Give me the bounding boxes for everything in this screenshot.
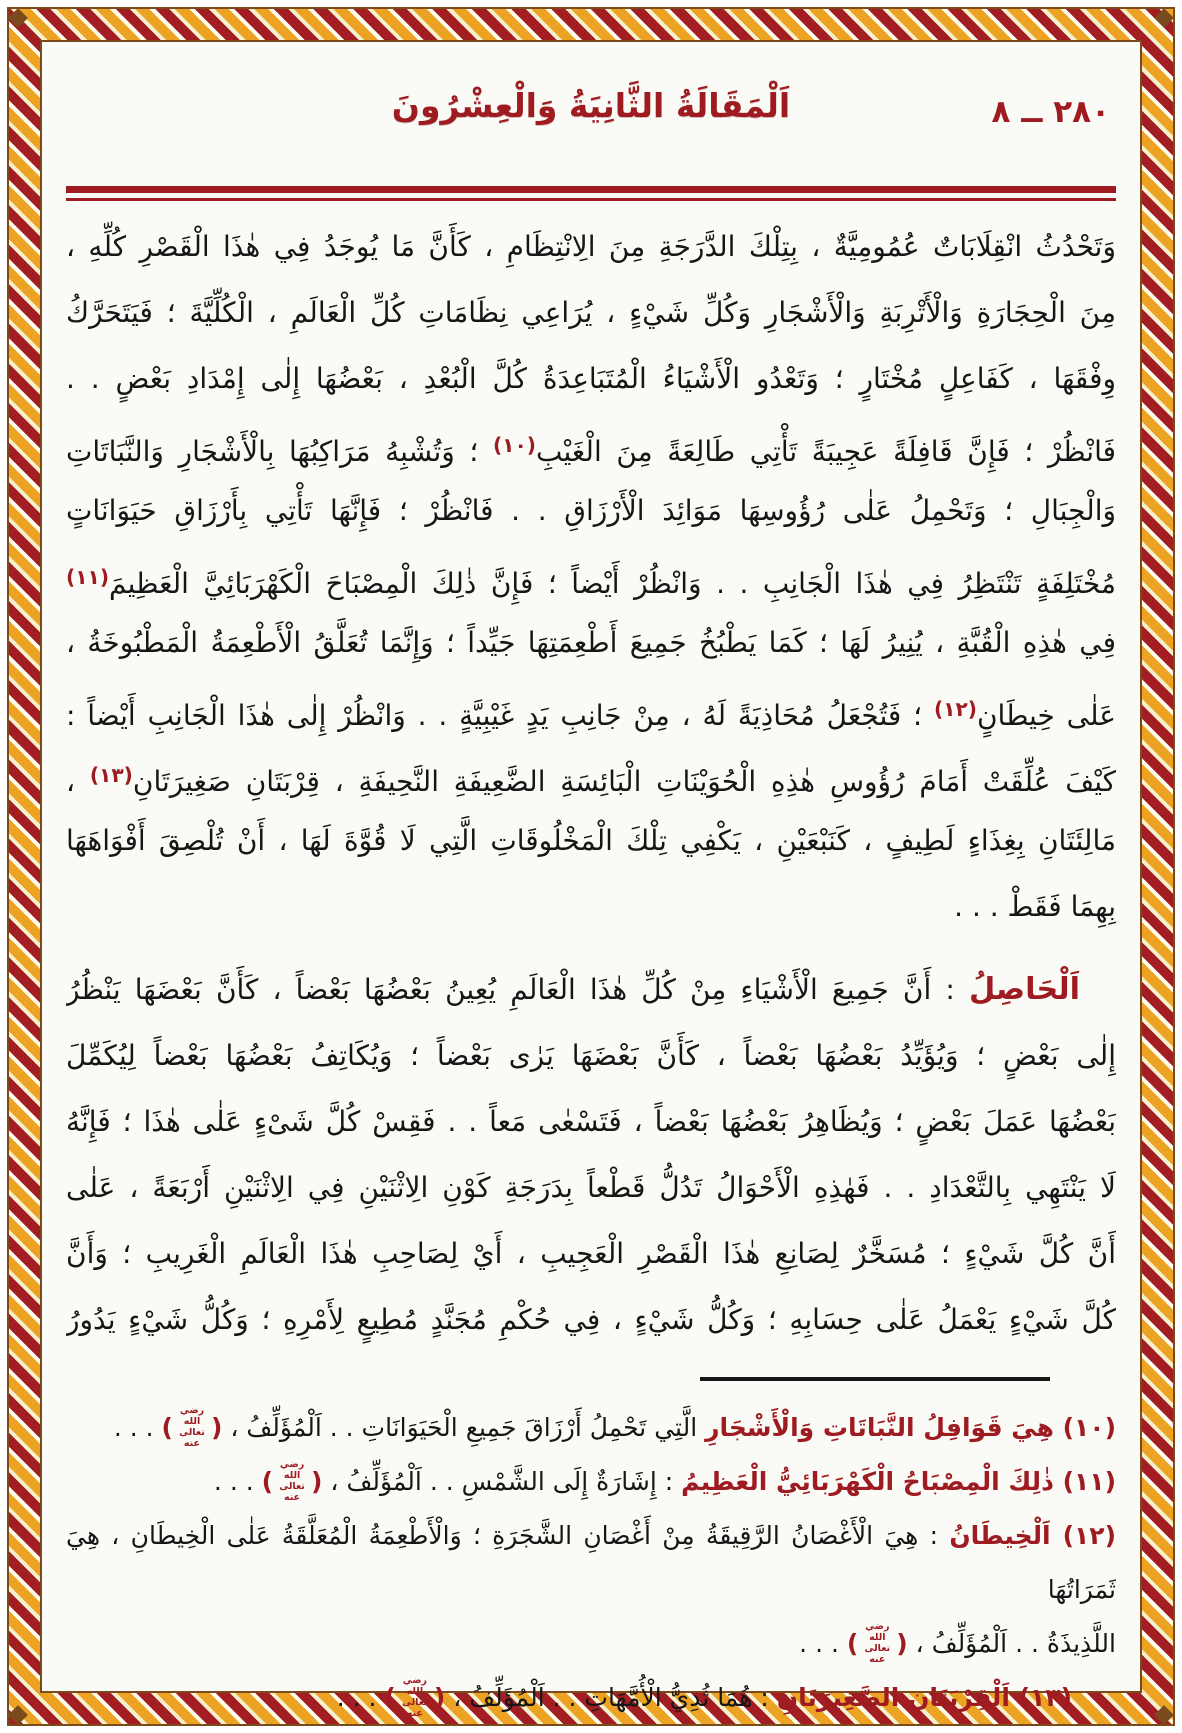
text-line	[66, 412, 1116, 478]
text-segment: مُخْتَلِفَةٍ تَنْتَظِرُ فِي هٰذَا الْجَانِبِ . . وَانْظُرْ أَيْضاً ؛ فَإِنَّ ذٰلِكَ الْمِصْبَاحَ الْكَهْرَبَائِيَّ الْعَظِيمَ	[109, 567, 1116, 600]
text-segment: (	[896, 1629, 908, 1658]
paragraph	[66, 214, 1116, 940]
text-segment: : إِشَارَةٌ إِلَى الشَّمْسِ . . اَلْمُؤَلِّفُ ،	[322, 1467, 682, 1496]
text-segment: : هُمَا ثُدِيُّ الْأُمَّهَاتِ . . اَلْمُؤَلِّفُ ،	[445, 1683, 777, 1712]
footnote-ref: (١٢)	[933, 697, 977, 721]
text-segment: (١١) ذٰلِكَ الْمِصْبَاحُ الْكَهْرَبَائِيُّ الْعَظِيمُ	[681, 1467, 1116, 1496]
page-number: ٢٨٠ ــ ٨	[991, 94, 1110, 130]
text-line: بِهِمَا فَقَطْ . . .	[954, 890, 1116, 923]
corner-finial	[1154, 1705, 1174, 1725]
page-header	[66, 72, 1116, 160]
text-segment: ؛ وَتُشْبِهُ مَرَاكِبُهَا بِالْأَشْجَارِ وَالنَّبَاتَاتِ	[66, 435, 493, 468]
footnote-12-line-1	[66, 1509, 1116, 1617]
corner-finial	[8, 8, 28, 28]
text-segment: (	[210, 1413, 223, 1442]
text-segment: (١٢) اَلْخِيطَانُ	[949, 1521, 1116, 1550]
text-segment: )	[384, 1683, 396, 1712]
text-line: مَالِئَتَانِ بِغِذَاءٍ لَطِيفٍ ، كَنَبْعَيْنِ ، يَكْفِي تِلْكَ الْمَخْلُوقَاتِ الَّتِي لَا قُوَّةَ لَهَا ، أَنْ تُلْصِقَ أَفْوَاهَهَا	[66, 824, 1116, 857]
header-rule-thin	[66, 198, 1116, 201]
text-line: إِلٰى بَعْضٍ ؛ وَيُؤَيِّدُ بَعْضُهَا بَعْضاً ، كَأَنَّ بَعْضَهَا يَرٰى بَعْضاً ؛ وَيُكَاتِفُ بَعْضُهَا بَعْضاً لِيُكَمِّلَ	[66, 1039, 1116, 1072]
paragraph-alhasil	[66, 957, 1116, 1353]
text-segment: : أَنَّ جَمِيعَ الْأَشْيَاءِ مِنْ كُلِّ هٰذَا الْعَالَمِ يُعِينُ بَعْضُهَا بَعْضاً ، كَأَنَّ بَعْضَهَا يَنْظُرُ	[66, 973, 969, 1006]
footnote-12-line-2	[66, 1617, 1116, 1671]
text-segment: . . .	[799, 1629, 847, 1658]
footnote-ref: (١٠)	[492, 433, 536, 457]
corner-finial	[1154, 8, 1174, 28]
text-line: كُلَّ شَيْءٍ يَعْمَلُ عَلٰى حِسَابِهِ ؛ وَكُلُّ شَيْءٍ ، فِي حُكْمِ مُجَنَّدٍ مُطِيعٍ لِأَمْرِهِ ؛ وَكُلُّ شَيْءٍ يَدُورُ	[66, 1303, 1116, 1336]
text-segment: كَيْفَ عُلِّقَتْ أَمَامَ رُؤُوسِ هٰذِهِ الْحُوَيْنَاتِ الْبَائِسَةِ الضَّعِيفَةِ النَّحِيفَةِ ، قِرْبَتَانِ صَغِيرَتَانِ	[132, 765, 1116, 798]
text-line: وِفْقَهَا ، كَفَاعِلٍ مُخْتَارٍ ؛ وَتَعْدُو الْأَشْيَاءُ الْمُتَبَاعِدَةُ كُلَّ الْبُعْدِ ، بَعْضُهَا إِلٰى إِمْدَادِ بَعْضٍ . .	[66, 362, 1116, 395]
footnote-separator	[700, 1377, 1050, 1381]
corner-finial	[8, 1705, 28, 1725]
text-line	[66, 957, 1116, 1023]
text-segment: (١٣) اَلْقِرْبَتَانِ الصَّغِيرَتَانِ	[776, 1683, 1072, 1712]
footnotes	[66, 1401, 1116, 1725]
text-segment: . . .	[113, 1413, 162, 1442]
text-segment: اَلْحَاصِلُ	[968, 972, 1080, 1007]
text-line	[66, 544, 1116, 610]
footnote-13	[66, 1671, 1116, 1725]
text-segment: ،	[66, 765, 90, 798]
author-seal: رضي الله تعالى عنه	[864, 1621, 891, 1665]
text-line: فِي هٰذِهِ الْقُبَّةِ ، يُنِيرُ لَهَا ؛ كَمَا يَطْبُخُ جَمِيعَ أَطْعِمَتِهَا جَيِّداً ؛ وَإِنَّمَا تُعَلَّقُ الْأَطْعِمَةُ الْمَطْبُوخَةُ ،	[66, 626, 1116, 659]
text-segment: )	[161, 1413, 173, 1442]
text-line	[66, 742, 1116, 808]
text-segment: فَانْظُرْ ؛ فَإِنَّ قَافِلَةً عَجِيبَةً تَأْتِي طَالِعَةً مِنَ الْغَيْبِ	[535, 435, 1116, 468]
text-segment: (	[433, 1683, 446, 1712]
footnote-10	[66, 1401, 1116, 1455]
footnote-11	[66, 1455, 1116, 1509]
text-segment: ؛ فَتُجْعَلُ مُحَاذِيَةً لَهُ ، مِنْ جَانِبِ يَدٍ غَيْبِيَّةٍ . . وَانْظُرْ إِلٰى هٰذَا الْجَانِبِ أَيْضاً :	[66, 699, 934, 732]
author-seal: رضي الله تعالى عنه	[402, 1675, 428, 1719]
text-line: لَا يَنْتَهِي بِالتَّعْدَادِ . . فَهٰذِهِ الْأَحْوَالُ تَدُلُّ قَطْعاً بِدَرَجَةِ كَوْنِ الِاثْنَيْنِ فِي الِاثْنَيْنِ أَرْبَعَةً ، عَلٰى	[66, 1171, 1116, 1204]
text-segment: )	[846, 1629, 859, 1658]
body-text	[66, 214, 1116, 1353]
text-line: أَنَّ كُلَّ شَيْءٍ ؛ مُسَخَّرٌ لِصَانِعِ هٰذَا الْقَصْرِ الْعَجِيبِ ، أَيْ لِصَاحِبِ هٰذَا الْعَالَمِ الْغَرِيبِ ؛ وَأَنَّ	[66, 1237, 1116, 1270]
text-line: وَتَحْدُثُ انْقِلَابَاتٌ عُمُومِيَّةٌ ، بِتِلْكَ الدَّرَجَةِ مِنَ الِانْتِظَامِ ، كَأَنَّ مَا يُوجَدُ فِي هٰذَا الْقَصْرِ كُلِّهِ ،	[66, 230, 1116, 263]
text-line: مِنَ الْحِجَارَةِ وَالْأَتْرِبَةِ وَالْأَشْجَارِ وَكُلِّ شَيْءٍ ، يُرَاعِي نِظَامَاتِ كُلِّ الْعَالَمِ ، الْكُلِّيَّةَ ؛ فَيَتَحَرَّكُ	[66, 296, 1116, 329]
text-segment: . . .	[336, 1683, 385, 1712]
text-line: وَالْجِبَالِ ؛ وَتَحْمِلُ عَلٰى رُؤُوسِهَا مَوَائِدَ الْأَرْزَاقِ . . فَانْظُرْ ؛ فَإِنَّهَا تَأْتِي بِأَرْزَاقِ حَيَوَانَاتٍ	[66, 494, 1116, 527]
footnote-ref: (١١)	[66, 565, 110, 589]
author-seal: رضي الله تعالى عنه	[179, 1405, 205, 1449]
footnote-ref: (١٣)	[89, 763, 133, 787]
text-segment: (	[311, 1467, 323, 1496]
text-line: بَعْضُهَا عَمَلَ بَعْضٍ ؛ وَيُظَاهِرُ بَعْضُهَا بَعْضاً ، فَتَسْعٰى مَعاً . . فَقِسْ كُلَّ شَىْءٍ عَلٰى هٰذَا ؛ فَإِنَّهُ	[66, 1105, 1116, 1138]
text-segment: اللَّذِيذَةُ . . اَلْمُؤَلِّفُ ،	[907, 1629, 1116, 1658]
author-seal: رضي الله تعالى عنه	[279, 1459, 305, 1503]
text-segment: (١٠) هِيَ قَوَافِلُ النَّبَاتَاتِ وَالْأَشْجَارِ	[705, 1413, 1116, 1442]
text-segment: : هِيَ الْأَغْصَانُ الرَّقِيقَةُ مِنْ أَغْصَانِ الشَّجَرَةِ ؛ وَالْأَطْعِمَةُ الْمُعَلَّقَةُ عَلٰى الْخِيطَانِ ، هِيَ ثَمَرَاتُهَا	[66, 1521, 1116, 1604]
header-rule	[66, 186, 1116, 201]
section-title: اَلْمَقَالَةُ الثَّانِيَةُ وَالْعِشْرُونَ	[391, 86, 791, 125]
text-segment: الَّتِي تَحْمِلُ أَرْزَاقَ جَمِيعِ الْحَيَوَانَاتِ . . اَلْمُؤَلِّفُ ،	[222, 1413, 706, 1442]
text-segment: عَلٰى خِيطَانٍ	[976, 699, 1116, 732]
text-line	[66, 676, 1116, 742]
page-content	[42, 42, 1140, 1719]
text-segment: . . .	[213, 1467, 262, 1496]
text-segment: )	[261, 1467, 274, 1496]
header-rule-thick	[66, 186, 1116, 193]
